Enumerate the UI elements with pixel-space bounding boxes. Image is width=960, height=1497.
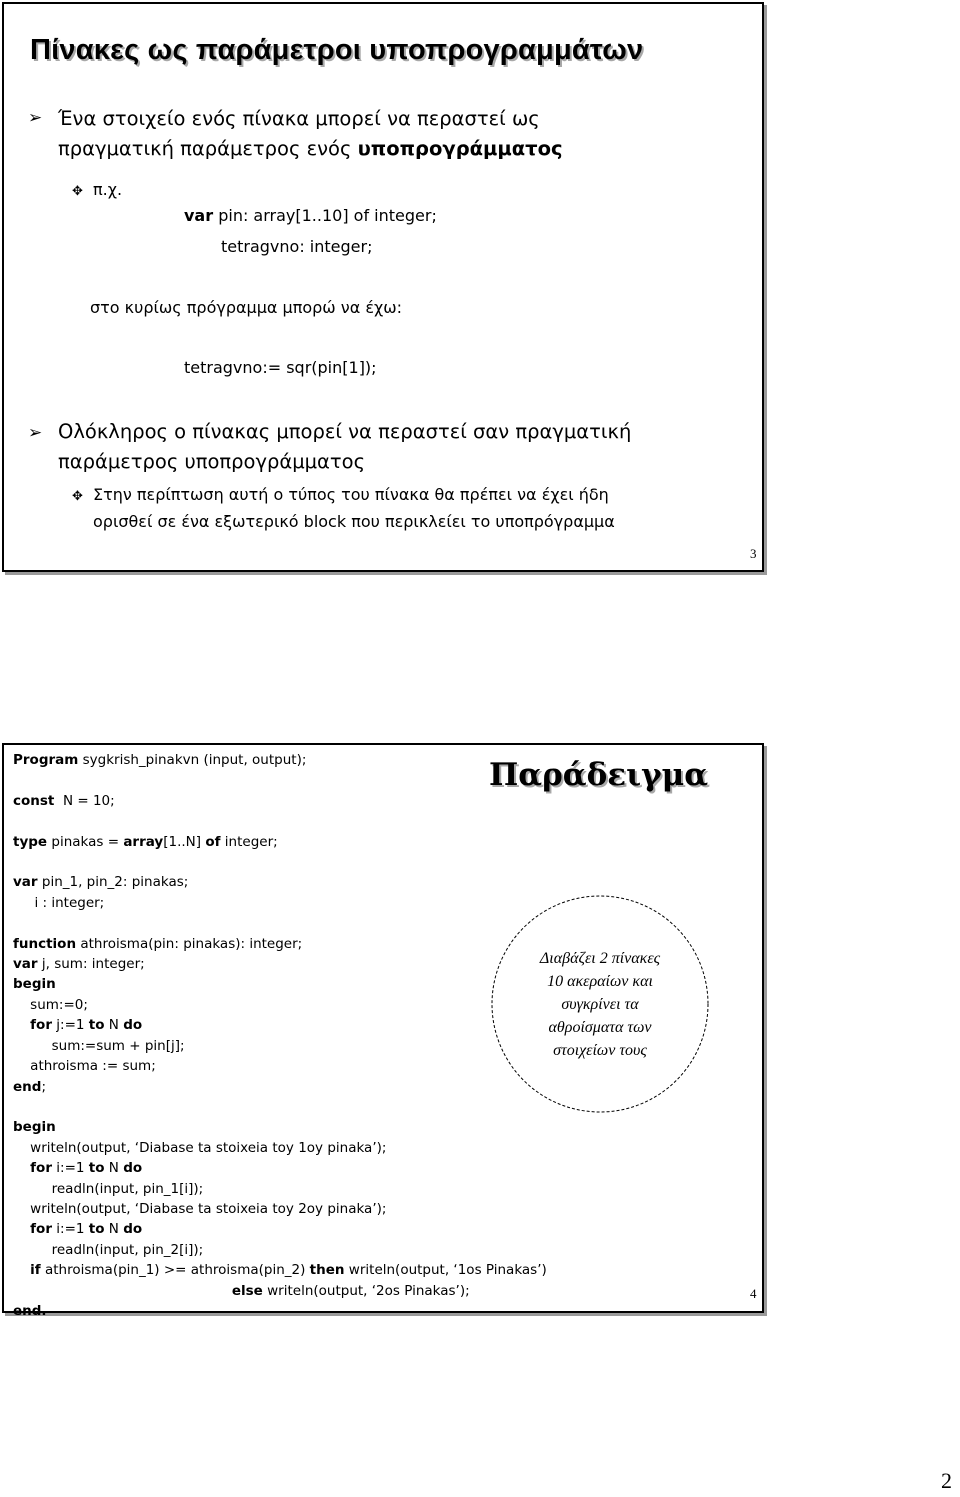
- slide-arrays-as-parameters: [2, 2, 764, 572]
- slide-number: 4: [750, 1286, 757, 1301]
- code-line: [13, 770, 547, 790]
- code-line: [13, 1179, 547, 1199]
- code-line: [13, 1056, 547, 1076]
- code-text: [13, 1283, 232, 1299]
- code-keyword: function: [13, 935, 77, 952]
- code-text: [13, 1221, 30, 1237]
- code-line: [13, 1260, 547, 1280]
- code-text: ;: [41, 1078, 46, 1095]
- code-keyword: const: [13, 792, 55, 809]
- code-line: [13, 750, 547, 770]
- slide-title: Πίνακες ως παράμετροι υποπρογραμμάτων: [30, 34, 644, 66]
- code-line: [13, 1158, 547, 1178]
- code-line: [13, 934, 547, 954]
- code-text: integer;: [220, 833, 278, 850]
- code-text: [13, 1262, 30, 1278]
- code-text: sygkrish_pinakvn (input, output);: [78, 752, 307, 768]
- main-program-text: στο κυρίως πρόγραμμα μπορώ να έχω:: [90, 298, 403, 317]
- code-keyword: end: [13, 1078, 42, 1095]
- code-line: [13, 913, 547, 933]
- slide-example: [2, 743, 764, 1319]
- code-line: [13, 1199, 547, 1219]
- code-text: i:=1: [51, 1160, 89, 1177]
- code-text: sum:=sum + pin[j];: [13, 1037, 185, 1054]
- code-text: pin_1, pin_2: pinakas;: [37, 874, 189, 891]
- code-line: [13, 1240, 547, 1260]
- code-tetragvno-line: tetragvno: integer;: [221, 237, 373, 256]
- example-label: π.χ.: [93, 180, 123, 199]
- bullet1-line1: Ένα στοιχείο ενός πίνακα μπορεί να περαστεί ως: [58, 107, 540, 130]
- code-keyword: for: [30, 1017, 52, 1034]
- code-keyword: for: [30, 1221, 52, 1238]
- code-text: i:=1: [51, 1221, 89, 1238]
- code-line: [13, 1138, 547, 1158]
- code-keyword: of: [205, 833, 221, 850]
- arrow-bullet-icon: ➢: [28, 108, 43, 128]
- diamond-bullet-icon: ✥: [72, 489, 83, 504]
- code-keyword: do: [123, 1160, 143, 1177]
- code-line: [13, 811, 547, 831]
- bullet2-line1: Ολόκληρος ο πίνακας μπορεί να περαστεί σαν πραγματική: [58, 420, 632, 443]
- code-text: athroisma(pin_1) >= athroisma(pin_2): [40, 1262, 310, 1279]
- code-keyword: then: [309, 1262, 345, 1279]
- code-text: athroisma(pin: pinakas): integer;: [76, 935, 303, 952]
- code-text: N: [104, 1221, 124, 1238]
- code-text: sum:=0;: [13, 996, 88, 1013]
- code-text: writeln(output, ‘1os Pinakas’): [344, 1262, 547, 1279]
- code-keyword: do: [123, 1017, 143, 1034]
- code-line: [13, 872, 547, 892]
- code-line: [13, 893, 547, 913]
- code-keyword: array: [123, 833, 164, 850]
- ellipse-annotation-text: Διαβάζει 2 πίνακες 10 ακεραίων και συγκρίνει τα αθροίσματα των στοιχείων τους: [539, 949, 661, 1059]
- keyword-var: var: [184, 206, 214, 225]
- code-line: [13, 1117, 547, 1137]
- sub-bullet-line2: ορισθεί σε ένα εξωτερικό block που περικλείει το υποπρόγραμμα: [93, 512, 615, 531]
- slide-number: 3: [750, 546, 757, 561]
- code-line: [13, 832, 547, 852]
- code-line: [13, 974, 547, 994]
- slide-title: Παράδειγμα: [489, 757, 709, 793]
- code-text: readln(input, pin_2[i]);: [13, 1241, 204, 1258]
- code-text: [13, 1017, 30, 1033]
- code-line: [13, 1219, 547, 1239]
- code-line: [13, 1301, 547, 1321]
- code-text: i : integer;: [13, 894, 105, 911]
- code-keyword: to: [88, 1221, 105, 1238]
- code-keyword: begin: [13, 976, 56, 993]
- code-text: j:=1: [51, 1017, 89, 1034]
- code-line: [13, 1077, 547, 1097]
- code-text: writeln(output, ‘2os Pinakas’);: [262, 1282, 470, 1299]
- code-keyword: Program: [13, 752, 79, 768]
- code-keyword: type: [13, 833, 48, 850]
- code-text: pinakas =: [47, 833, 124, 850]
- code-keyword: for: [30, 1160, 52, 1177]
- bold-word: υποπρογράμματος: [357, 137, 563, 160]
- code-var-text: pin: array[1..10] of integer;: [213, 206, 437, 225]
- code-text: j, sum: integer;: [37, 956, 145, 973]
- code-line: [13, 954, 547, 974]
- code-keyword: end.: [13, 1302, 47, 1319]
- arrow-bullet-icon: ➢: [28, 423, 43, 443]
- code-text: N = 10;: [54, 792, 115, 809]
- code-keyword: to: [88, 1017, 105, 1034]
- annotation-ellipse: [489, 893, 711, 1115]
- code-var-line: [184, 203, 437, 229]
- code-text: [13, 1160, 30, 1176]
- code-keyword: to: [88, 1160, 105, 1177]
- code-keyword: else: [231, 1282, 263, 1299]
- code-text: [1..N]: [163, 833, 206, 850]
- code-line: [13, 852, 547, 872]
- code-line: [13, 1097, 547, 1117]
- code-text: athroisma := sum;: [13, 1058, 156, 1075]
- code-keyword: var: [13, 956, 38, 973]
- sub-bullet-line1: Στην περίπτωση αυτή ο τύπος του πίνακα θα πρέπει να έχει ήδη: [93, 485, 609, 504]
- code-text: writeln(output, ‘Diabase ta stoixeia toy 2oy pinaka’);: [13, 1200, 387, 1217]
- assign-line: tetragvno:= sqr(pin[1]);: [184, 358, 377, 377]
- bullet1-line2: πραγματική παράμετρος ενός υποπρογράμματος: [58, 137, 563, 160]
- code-keyword: if: [30, 1262, 41, 1279]
- code-line: [13, 791, 547, 811]
- code-keyword: do: [123, 1221, 143, 1238]
- code-text: N: [104, 1017, 124, 1034]
- code-line: [13, 995, 547, 1015]
- bullet2-line2: παράμετρος υποπρογράμματος: [58, 450, 366, 473]
- diamond-bullet-icon: ✥: [72, 184, 83, 199]
- code-keyword: begin: [13, 1119, 56, 1136]
- code-line: [13, 1281, 547, 1301]
- page-footer-number: 2: [941, 1468, 952, 1493]
- pascal-code-block: [13, 750, 547, 1321]
- code-keyword: var: [13, 874, 38, 891]
- code-line: [13, 1036, 547, 1056]
- code-text: readln(input, pin_1[i]);: [13, 1180, 204, 1197]
- code-text: N: [104, 1160, 124, 1177]
- code-text: writeln(output, ‘Diabase ta stoixeia toy 1oy pinaka’);: [13, 1139, 387, 1156]
- code-line: [13, 1015, 547, 1035]
